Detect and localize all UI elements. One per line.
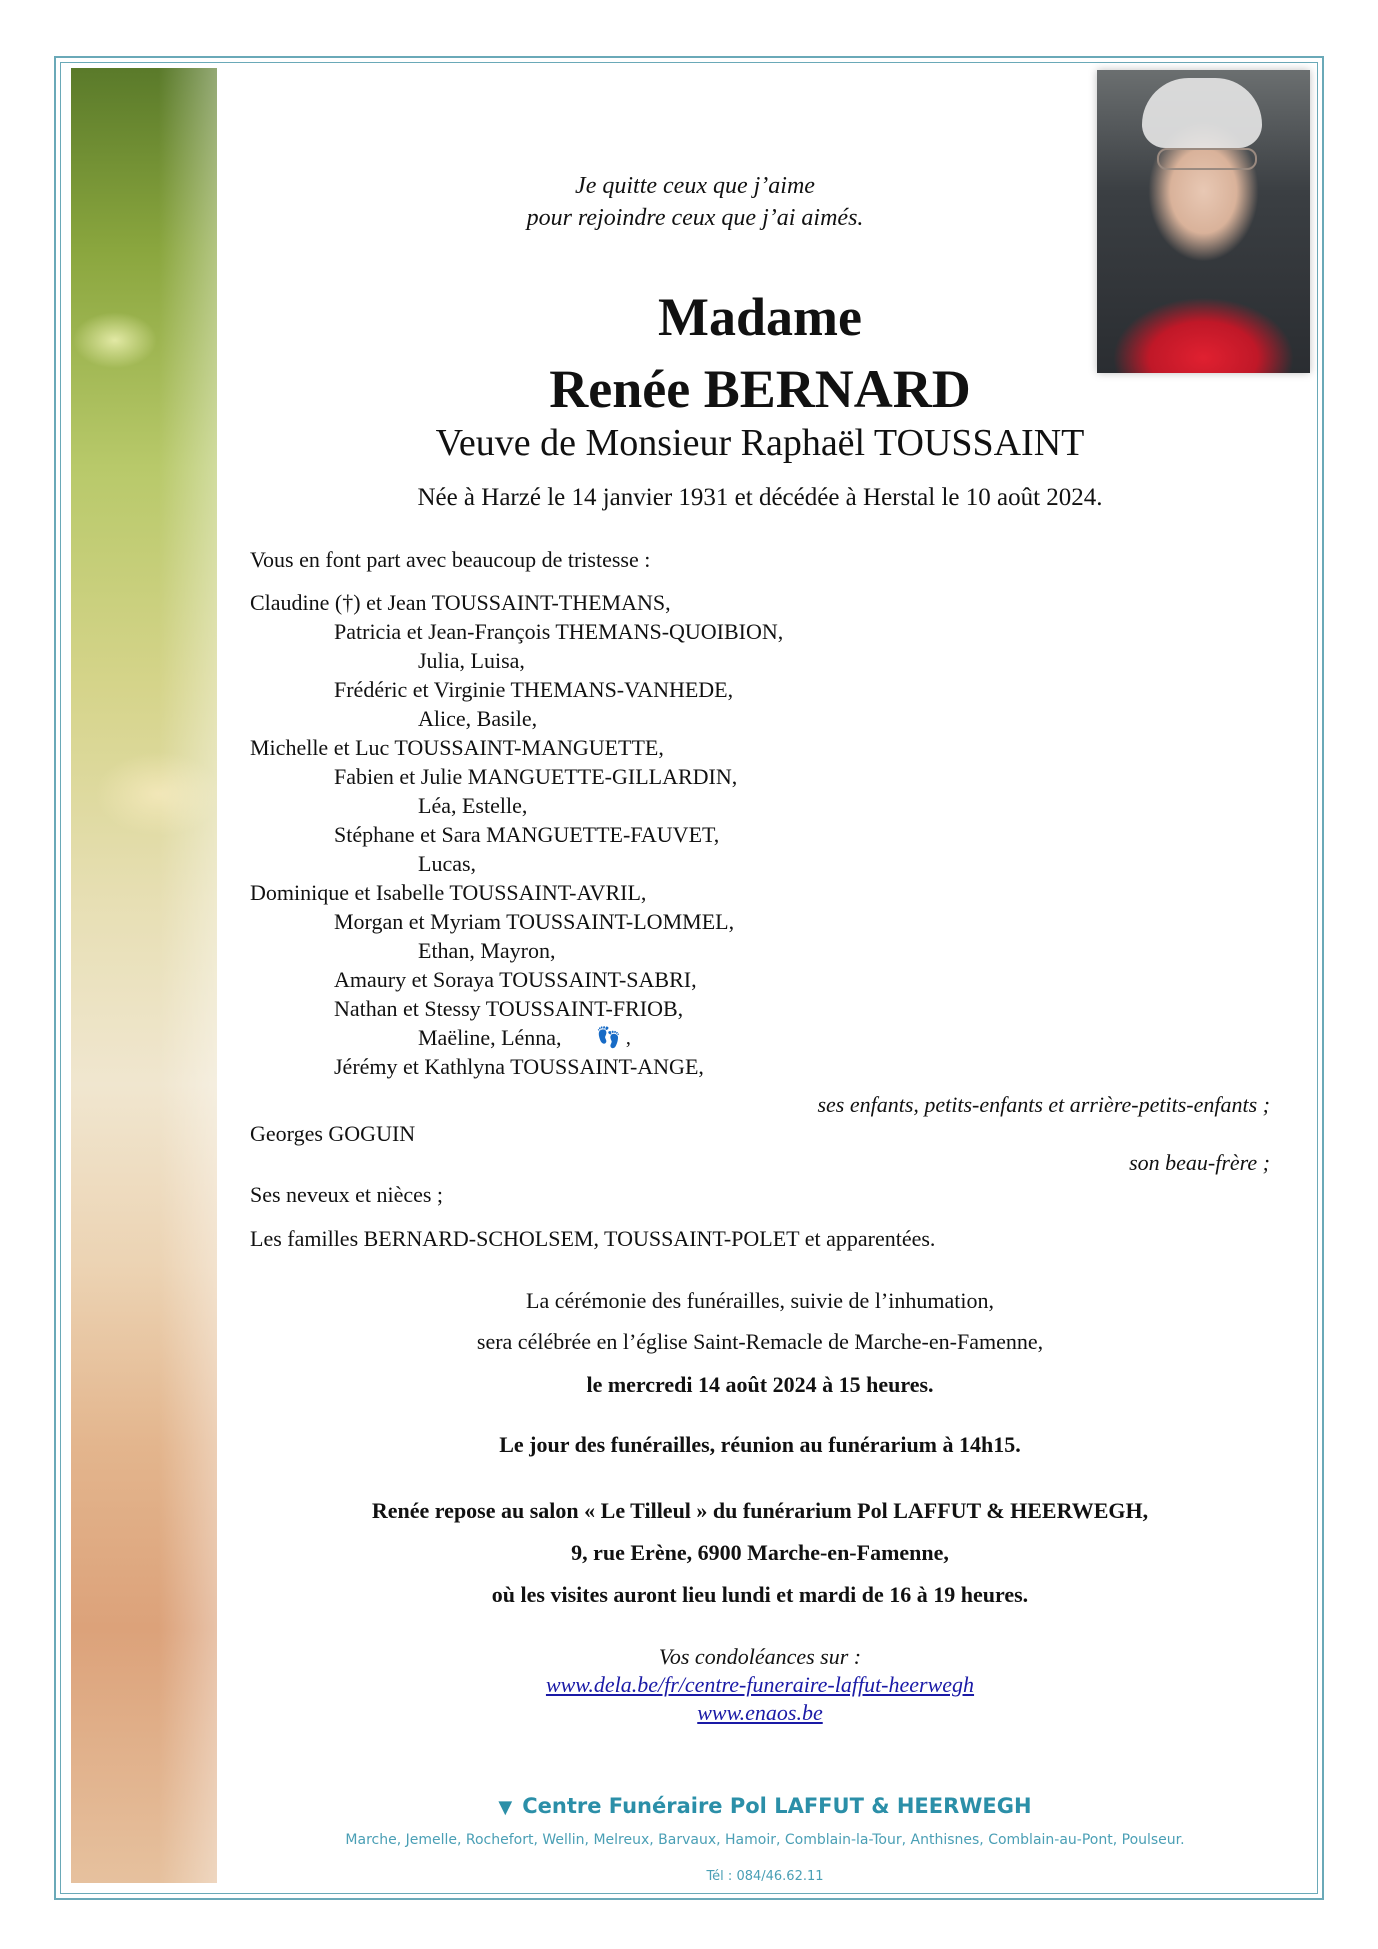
footer-tel: Tél : 084/46.62.11	[706, 1869, 824, 1884]
poem-line: Je quitte ceux que j’aime	[575, 173, 815, 199]
brother-in-law-caption: son beau-frère ;	[1129, 1150, 1270, 1175]
family-member-line: Fabien et Julie MANGUETTE-GILLARDIN,	[334, 764, 738, 789]
repose-line: Renée repose au salon « Le Tilleul » du funérarium Pol LAFFUT & HEERWEGH,	[371, 1498, 1149, 1523]
footer-title	[260, 1794, 1270, 1818]
family-member-line: Nathan et Stessy TOUSSAINT-FRIOB,	[334, 996, 684, 1021]
family-member-line: Morgan et Myriam TOUSSAINT-LOMMEL,	[334, 909, 735, 934]
nephews-line: Ses neveux et nièces ;	[250, 1182, 444, 1207]
triangle-down-icon: ▼	[498, 1797, 513, 1818]
title-madame: Madame	[658, 287, 862, 347]
family-member-line: Maëline, Lénna,	[418, 1025, 562, 1050]
dela-link[interactable]: www.dela.be/fr/centre-funeraire-laffut-heerwegh	[545, 1672, 975, 1697]
ceremony-line: sera célébrée en l’église Saint-Remacle de Marche-en-Famenne,	[476, 1329, 1044, 1354]
family-member-line: Ethan, Mayron,	[418, 938, 556, 963]
children-caption: ses enfants, petits-enfants et arrière-petits-enfants ;	[817, 1092, 1270, 1117]
ceremony-line: La cérémonie des funérailles, suivie de l’inhumation,	[526, 1288, 994, 1313]
footer-towns: Marche, Jemelle, Rochefort, Wellin, Melreux, Barvaux, Hamoir, Comblain-la-Tour, Anthisnes, Comblain-au-Pont, Poulseur.	[345, 1832, 1185, 1848]
family-member-line: Jérémy et Kathlyna TOUSSAINT-ANGE,	[334, 1054, 704, 1079]
family-member-line: Michelle et Luc TOUSSAINT-MANGUETTE,	[250, 735, 664, 760]
families-line: Les familles BERNARD-SCHOLSEM, TOUSSAINT-POLET et apparentées.	[250, 1226, 936, 1251]
condolences-label: Vos condoléances sur :	[658, 1644, 862, 1669]
brother-in-law: Georges GOGUIN	[250, 1121, 416, 1146]
footprints-icon: 👣 ,	[596, 1027, 631, 1049]
deceased-name: Renée BERNARD	[549, 359, 971, 419]
footer-title-text: Centre Funéraire Pol LAFFUT & HEERWEGH	[522, 1794, 1032, 1818]
family-member-line: Dominique et Isabelle TOUSSAINT-AVRIL,	[250, 880, 647, 905]
enaos-link[interactable]: www.enaos.be	[697, 1700, 823, 1725]
reunion-line: Le jour des funérailles, réunion au funérarium à 14h15.	[499, 1432, 1021, 1457]
birth-death-line: Née à Harzé le 14 janvier 1931 et décédée à Herstal le 10 août 2024.	[417, 484, 1103, 511]
widow-line: Veuve de Monsieur Raphaël TOUSSAINT	[435, 422, 1085, 464]
intro-line: Vous en font part avec beaucoup de tristesse :	[250, 547, 651, 572]
family-member-line: Alice, Basile,	[418, 706, 538, 731]
family-member-line: Patricia et Jean-François THEMANS-QUOIBION,	[334, 619, 784, 644]
family-member-line: Amaury et Soraya TOUSSAINT-SABRI,	[334, 967, 697, 992]
visits-line: où les visites auront lieu lundi et mardi de 16 à 19 heures.	[491, 1582, 1029, 1607]
forest-path-image	[71, 68, 217, 1883]
family-member-line: Lucas,	[418, 851, 477, 876]
poem	[380, 170, 1010, 234]
family-member-line: Frédéric et Virginie THEMANS-VANHEDE,	[334, 677, 734, 702]
family-member-line: Claudine (†) et Jean TOUSSAINT-THEMANS,	[250, 590, 671, 615]
ceremony-date: le mercredi 14 août 2024 à 15 heures.	[586, 1372, 934, 1397]
family-member-line: Julia, Luisa,	[418, 648, 525, 673]
family-member-line: Stéphane et Sara MANGUETTE-FAUVET,	[334, 822, 720, 847]
family-member-line: Léa, Estelle,	[418, 793, 528, 818]
poem-line: pour rejoindre ceux que j’ai aimés.	[526, 205, 864, 231]
address-line: 9, rue Erène, 6900 Marche-en-Famenne,	[571, 1540, 949, 1565]
